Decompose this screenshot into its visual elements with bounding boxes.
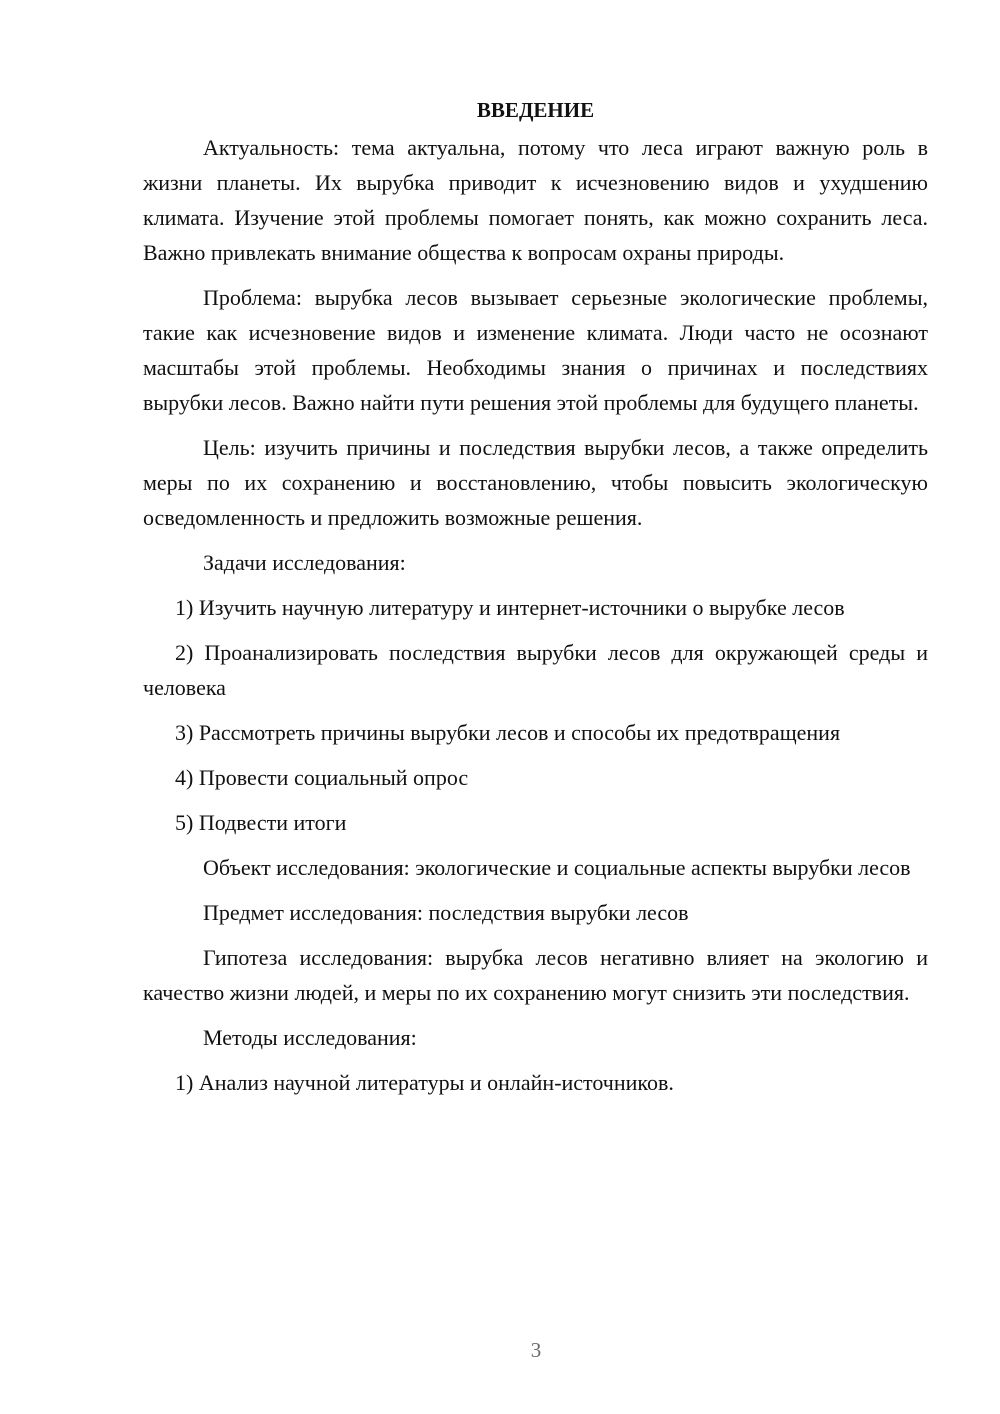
- problem-paragraph: Проблема: вырубка лесов вызывает серьезные экологические проблемы, такие как исчезновение видов и изменение климата. Люди часто не осознают масштабы этой проблемы. Необходимы знания о причинах и последствиях вырубки лесов. Важно найти пути решения этой проблемы для будущего планеты.: [143, 285, 928, 415]
- object-paragraph: Объект исследования: экологические и социальные аспекты вырубки лесов: [203, 855, 911, 880]
- task-item: 2) Проанализировать последствия вырубки лесов для окружающей среды и человека: [143, 640, 928, 700]
- methods-heading: Методы исследования:: [203, 1025, 417, 1050]
- goal-paragraph: Цель: изучить причины и последствия вырубки лесов, а также определить меры по их сохранению и восстановлению, чтобы повысить экологическую осведомленность и предложить возможные решения.: [143, 435, 928, 530]
- method-item: 1) Анализ научной литературы и онлайн-источников.: [175, 1070, 674, 1095]
- task-item: 1) Изучить научную литературу и интернет-источники о вырубке лесов: [175, 595, 845, 620]
- page-number: 3: [530, 1338, 542, 1362]
- task-item: 3) Рассмотреть причины вырубки лесов и способы их предотвращения: [175, 720, 841, 745]
- page-title: ВВЕДЕНИЕ: [476, 98, 595, 122]
- subject-paragraph: Предмет исследования: последствия вырубки лесов: [203, 900, 689, 925]
- hypothesis-paragraph: Гипотеза исследования: вырубка лесов негативно влияет на экологию и качество жизни людей, и меры по их сохранению могут снизить эти последствия.: [143, 945, 928, 1005]
- relevance-paragraph: Актуальность: тема актуальна, потому что леса играют важную роль в жизни планеты. Их вырубка приводит к исчезновению видов и ухудшению климата. Изучение этой проблемы помогает понять, как можно сохранить леса. Важно привлекать внимание общества к вопросам охраны природы.: [143, 135, 928, 265]
- task-item: 5) Подвести итоги: [175, 810, 347, 835]
- tasks-heading: Задачи исследования:: [203, 550, 406, 575]
- task-item: 4) Провести социальный опрос: [175, 765, 469, 790]
- page-content: [143, 93, 928, 1110]
